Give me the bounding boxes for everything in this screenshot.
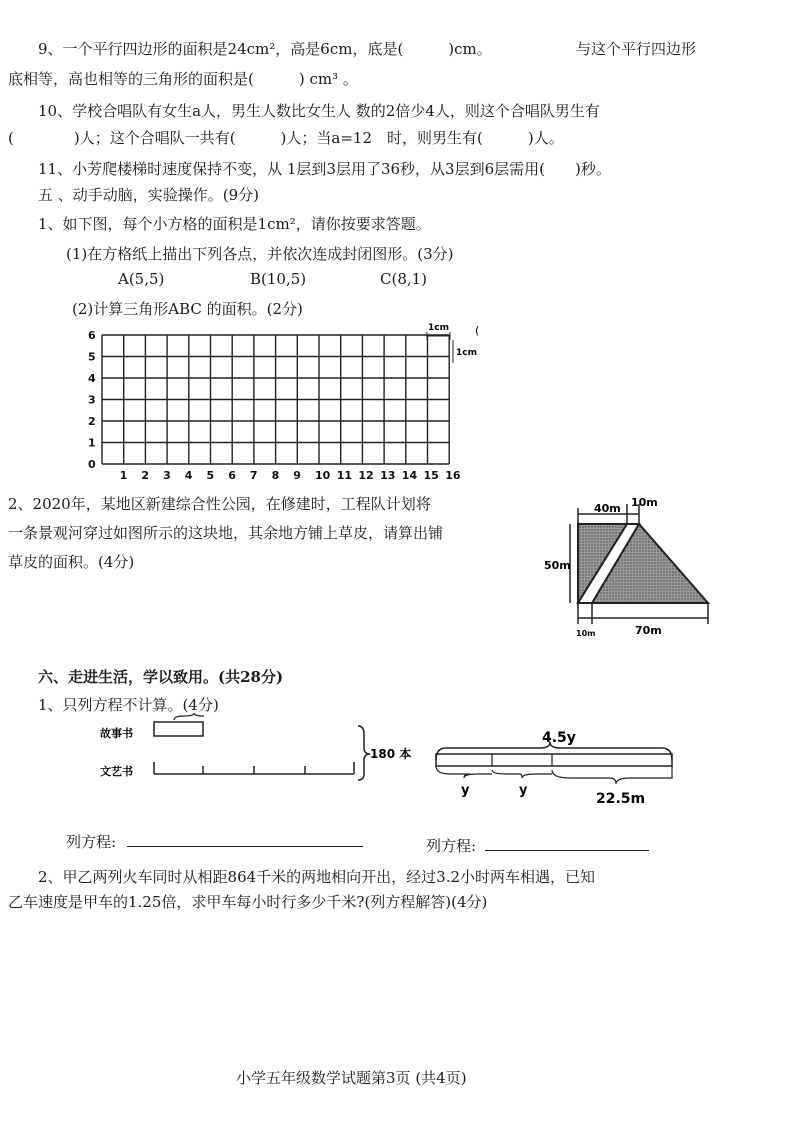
page-footer: 小学五年级数学试题第3页 (共4页) xyxy=(236,1069,467,1087)
equation-right xyxy=(426,835,649,856)
q9-line1: 9、一个平行四边形的面积是24cm²，高是6cm，底是( )cm。 xyxy=(38,40,492,58)
grid-paper xyxy=(84,318,484,488)
story-book-bar xyxy=(154,722,203,736)
sec6-q1: 1、只列方程不计算。(4分) xyxy=(38,696,219,714)
svg-text:(: ( xyxy=(475,324,480,337)
grid-x-tick: 13 xyxy=(380,469,396,482)
sec6-q2-line2: 乙车速度是甲车的1.25倍，求甲车每小时行多少千米?(列方程解答)(4分) xyxy=(8,893,488,911)
grid-x-tick: 1 xyxy=(119,469,128,482)
grid-x-tick: 2 xyxy=(141,469,150,482)
dim-bottom-left: 10m xyxy=(576,629,596,638)
section6-heading: 六、走进生活，学以致用。(共28分) xyxy=(38,668,284,686)
grid-x-tick: 9 xyxy=(293,469,301,482)
grid-y-tick: 3 xyxy=(88,393,96,407)
dim-top-left: 40m xyxy=(594,502,621,515)
grid-y-tick: 6 xyxy=(88,329,96,342)
total-books-label: 180 本 xyxy=(370,747,412,761)
q9-line2: 底相等，高也相等的三角形的面积是( ) cm³ 。 xyxy=(8,70,358,88)
unit-height-label: 1cm xyxy=(456,348,477,358)
q10-line2: ( )人；这个合唱队一共有( )人；当a=12 时，则男生有( )人。 xyxy=(8,129,564,147)
grid-y-tick: 1 xyxy=(88,436,96,450)
dim-top-right: 10m xyxy=(631,496,658,509)
dim-height: 50m xyxy=(544,559,571,572)
segment-top-label: 4.5y xyxy=(542,730,576,746)
grid-y-tick: 2 xyxy=(88,415,96,428)
grid-x-tick: 8 xyxy=(271,469,280,482)
grid-x-tick: 11 xyxy=(336,469,353,482)
grid-x-tick: 3 xyxy=(163,469,171,482)
equation-right-label: 列方程: xyxy=(426,837,477,855)
grid-x-tick: 7 xyxy=(249,469,258,482)
grid-x-tick: 16 xyxy=(445,469,461,482)
park-figure xyxy=(540,496,720,642)
sec5-q1b: (2)计算三角形ABC 的面积。(2分) xyxy=(72,300,303,318)
equation-left xyxy=(66,831,363,852)
dim-bottom-right: 70m xyxy=(635,624,662,637)
segment-y1-label: y xyxy=(461,783,470,798)
grid-x-tick: 12 xyxy=(358,469,374,482)
grid-x-tick: 15 xyxy=(423,469,439,482)
story-book-label: 故事书 xyxy=(100,727,133,740)
sec5-q1a: (1)在方格纸上描出下列各点，并依次连成封闭图形。(3分) xyxy=(66,245,454,263)
sec5-q2-line3: 草皮的面积。(4分) xyxy=(8,553,135,571)
grid-y-tick: 0 xyxy=(88,458,96,471)
grid-x-tick: 6 xyxy=(228,469,236,482)
grid-y-tick: 5 xyxy=(88,350,96,364)
segment-bar xyxy=(436,754,672,766)
grid-x-tick: 4 xyxy=(184,469,193,482)
equation-diagrams xyxy=(90,712,690,812)
section5-heading: 五 、动手动脑，实验操作。(9分) xyxy=(38,186,260,204)
equation-right-blank[interactable] xyxy=(485,850,649,851)
q11-line1: 11、小芳爬楼梯时速度保持不变，从 1层到3层用了36秒，从3层到6层需用( )秒。 xyxy=(38,160,611,178)
art-book-label: 文艺书 xyxy=(100,765,133,778)
grid-x-tick: 14 xyxy=(401,469,418,482)
segment-right-label: 22.5m xyxy=(596,791,646,807)
q10-line1: 10、学校合唱队有女生a人，男生人数比女生人 数的2倍少4人，则这个合唱队男生有 xyxy=(38,102,600,120)
point-b: B(10,5) xyxy=(250,270,307,288)
q9-line1-continued: 与这个平行四边形 xyxy=(576,40,697,58)
sec5-q1: 1、如下图，每个小方格的面积是1cm²，请你按要求答题。 xyxy=(38,215,431,233)
equation-left-blank[interactable] xyxy=(127,846,363,847)
point-a: A(5,5) xyxy=(118,270,165,288)
segment-y2-label: y xyxy=(519,783,528,798)
point-c: C(8,1) xyxy=(380,270,428,288)
grid-x-tick: 10 xyxy=(315,469,331,482)
sec6-q2-line1: 2、甲乙两列火车同时从相距864千米的两地相向开出，经过3.2小时两车相遇，已知 xyxy=(38,868,596,886)
unit-width-label: 1cm xyxy=(428,323,449,333)
grid-x-tick: 5 xyxy=(206,469,215,482)
sec5-q2-line1: 2、2020年，某地区新建综合性公园，在修建时，工程队计划将 xyxy=(8,495,431,513)
sec5-q2-line2: 一条景观河穿过如图所示的这块地，其余地方铺上草皮，请算出铺 xyxy=(8,524,444,542)
grid-y-tick: 4 xyxy=(88,372,96,385)
equation-left-label: 列方程: xyxy=(66,833,117,851)
